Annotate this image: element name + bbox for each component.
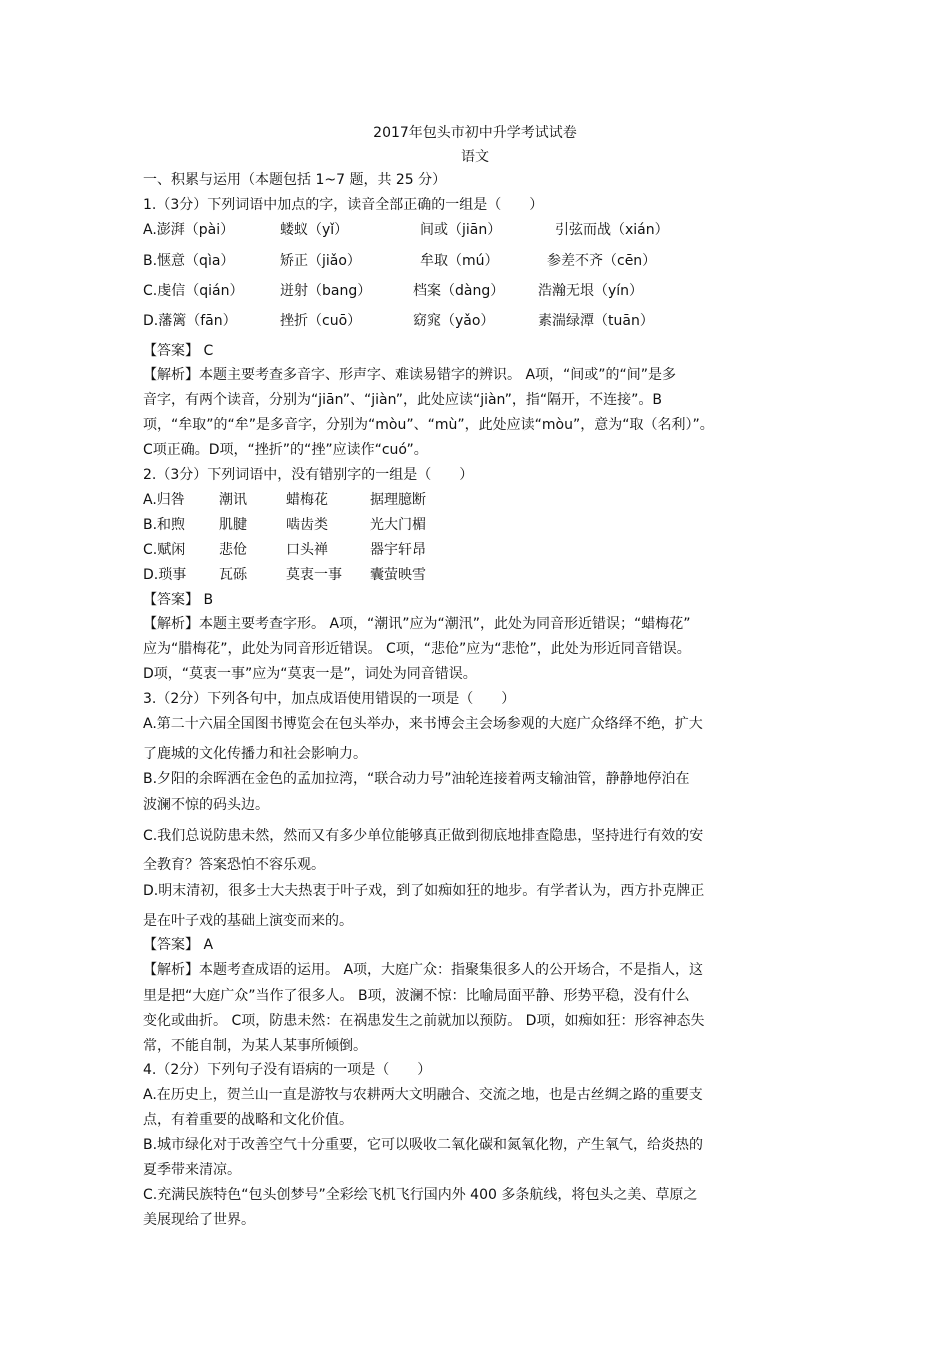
q1-stem: 1.（3分）下列词语中加点的字，读音全部正确的一组是（ ） bbox=[143, 197, 544, 213]
q2-analysis-line-1: 【解析】本题主要考查字形。 A项，“潮讯”应为“潮汛”，此处为同音形近错误；“蜡梅花” bbox=[143, 616, 691, 632]
q1-answer: 【答案】 C bbox=[143, 343, 214, 359]
q1-d-word-4: 素湍绿潭（tuān） bbox=[538, 313, 654, 329]
q1-analysis-line-2: 音字，有两个读音，分别为“jiān”、“jiàn”，此处应读“jiàn”，指“隔开，不连接”。B bbox=[143, 392, 663, 408]
q2-c-word-4: 器宇轩昂 bbox=[370, 542, 426, 558]
q2-answer: 【答案】 B bbox=[143, 592, 214, 608]
q2-option-d bbox=[143, 565, 833, 585]
section-heading: 一、积累与运用（本题包括 1~7 题，共 25 分） bbox=[143, 172, 447, 188]
q4-line-1: A.在历史上，贺兰山一直是游牧与农耕两大文明融合、交流之地，也是古丝绸之路的重要支 bbox=[143, 1087, 703, 1103]
q2-d-word-4: 囊萤映雪 bbox=[370, 567, 426, 583]
q4-line-2: 点，有着重要的战略和文化价值。 bbox=[143, 1112, 353, 1128]
q2-option-a bbox=[143, 490, 833, 510]
q2-d-word-3: 莫衷一事 bbox=[286, 567, 342, 583]
document-title: 2017年包头市初中升学考试试卷 bbox=[373, 125, 577, 141]
q1-c-word-3: 档案（dàng） bbox=[413, 283, 505, 299]
q1-option-d bbox=[143, 311, 833, 331]
q1-c-word-1: C.虔信（qián） bbox=[143, 283, 244, 299]
q3-line-3: B.夕阳的余晖洒在金色的孟加拉湾，“联合动力号”油轮连接着两支输油管，静静地停泊在 bbox=[143, 771, 690, 787]
q3-answer: 【答案】 A bbox=[143, 937, 214, 953]
q1-analysis-line-4: C项正确。D项，“挫折”的“挫”应读作“cuó”。 bbox=[143, 442, 428, 458]
q1-a-word-1: A.澎湃（pài） bbox=[143, 222, 235, 238]
q2-c-word-1: C.赋闲 bbox=[143, 542, 186, 558]
q4-line-4: 夏季带来清凉。 bbox=[143, 1162, 241, 1178]
q2-c-word-2: 悲伧 bbox=[219, 542, 247, 558]
document-subject: 语文 bbox=[461, 149, 489, 165]
q1-d-word-3: 窈窕（yǎo） bbox=[413, 313, 495, 329]
q3-analysis-line-3: 变化或曲折。 C项，防患未然：在祸患发生之前就加以预防。 D项，如痴如狂：形容神态失 bbox=[143, 1013, 705, 1029]
q3-line-2: 了鹿城的文化传播力和社会影响力。 bbox=[143, 746, 367, 762]
q2-analysis-line-3: D项，“莫衷一事”应为“莫衷一是”，词处为同音错误。 bbox=[143, 666, 477, 682]
q2-b-word-4: 光大门楣 bbox=[370, 517, 426, 533]
q2-a-word-1: A.归咎 bbox=[143, 492, 185, 508]
q3-stem: 3.（2分）下列各句中，加点成语使用错误的一项是（ ） bbox=[143, 691, 516, 707]
q3-line-1: A.第二十六届全国图书博览会在包头举办，来书博会主会场参观的大庭广众络绎不绝，扩大 bbox=[143, 716, 703, 732]
q2-b-word-3: 啮齿类 bbox=[286, 517, 328, 533]
q3-line-8: 是在叶子戏的基础上演变而来的。 bbox=[143, 913, 353, 929]
q2-option-c bbox=[143, 540, 833, 560]
q4-line-6: 美展现给了世界。 bbox=[143, 1212, 255, 1228]
q3-analysis-line-1: 【解析】本题考查成语的运用。 A项，大庭广众：指聚集很多人的公开场合，不是指人，这 bbox=[143, 962, 704, 978]
q3-analysis-line-2: 里是把“大庭广众”当作了很多人。 B项，波澜不惊：比喻局面平静、形势平稳，没有什么 bbox=[143, 988, 690, 1004]
q2-analysis-line-2: 应为“腊梅花”，此处为同音形近错误。 C项，“悲伧”应为“悲怆”，此处为形近同音错误。 bbox=[143, 641, 691, 657]
q1-a-word-4: 引弦而战（xián） bbox=[555, 222, 669, 238]
q1-option-b bbox=[143, 251, 833, 271]
q1-analysis-line-1: 【解析】本题主要考查多音字、形声字、难读易错字的辨识。 A项，“间或”的“间”是多 bbox=[143, 367, 677, 383]
q1-b-word-4: 参差不齐（cēn） bbox=[547, 253, 657, 269]
q4-stem: 4.（2分）下列句子没有语病的一项是（ ） bbox=[143, 1062, 432, 1078]
q2-d-word-2: 瓦砾 bbox=[219, 567, 247, 583]
q2-c-word-3: 口头禅 bbox=[286, 542, 328, 558]
q1-c-word-4: 浩瀚无垠（yín） bbox=[538, 283, 644, 299]
q3-analysis-line-4: 常，不能自制，为某人某事所倾倒。 bbox=[143, 1038, 367, 1054]
q3-line-4: 波澜不惊的码头边。 bbox=[143, 797, 269, 813]
q4-line-3: B.城市绿化对于改善空气十分重要，它可以吸收二氧化碳和氮氧化物，产生氧气，给炎热的 bbox=[143, 1137, 704, 1153]
q1-b-word-3: 牟取（mú） bbox=[420, 253, 499, 269]
q2-d-word-1: D.琐事 bbox=[143, 567, 187, 583]
q3-line-7: D.明末清初，很多士大夫热衷于叶子戏，到了如痴如狂的地步。有学者认为，西方扑克牌正 bbox=[143, 883, 705, 899]
q1-d-word-2: 挫折（cuō） bbox=[280, 313, 362, 329]
q2-a-word-2: 潮讯 bbox=[219, 492, 247, 508]
q1-option-a bbox=[143, 220, 833, 240]
q1-option-c bbox=[143, 281, 833, 301]
q1-c-word-2: 迸射（bang） bbox=[280, 283, 372, 299]
q2-stem: 2.（3分）下列词语中，没有错别字的一组是（ ） bbox=[143, 467, 474, 483]
q1-a-word-2: 蝼蚁（yǐ） bbox=[280, 222, 349, 238]
q1-analysis-line-3: 项，“牟取”的“牟”是多音字，分别为“mòu”、“mù”，此处应读“mòu”，意为“取（名利）”。 bbox=[143, 417, 714, 433]
q1-d-word-1: D.藩篱（fān） bbox=[143, 313, 237, 329]
q2-a-word-3: 蜡梅花 bbox=[286, 492, 328, 508]
q2-b-word-2: 肌腱 bbox=[219, 517, 247, 533]
q2-b-word-1: B.和煦 bbox=[143, 517, 186, 533]
q2-option-b bbox=[143, 515, 833, 535]
q2-a-word-4: 据理臆断 bbox=[370, 492, 426, 508]
q1-b-word-2: 矫正（jiǎo） bbox=[280, 253, 361, 269]
q4-line-5: C.充满民族特色“包头创梦号”全彩绘飞机飞行国内外 400 多条航线，将包头之美、草原之 bbox=[143, 1187, 698, 1203]
q3-line-6: 全教育？答案恐怕不容乐观。 bbox=[143, 857, 325, 873]
q3-line-5: C.我们总说防患未然，然而又有多少单位能够真正做到彻底地排查隐患，坚持进行有效的安 bbox=[143, 828, 704, 844]
q1-a-word-3: 间或（jiān） bbox=[420, 222, 502, 238]
q1-b-word-1: B.惬意（qìa） bbox=[143, 253, 235, 269]
